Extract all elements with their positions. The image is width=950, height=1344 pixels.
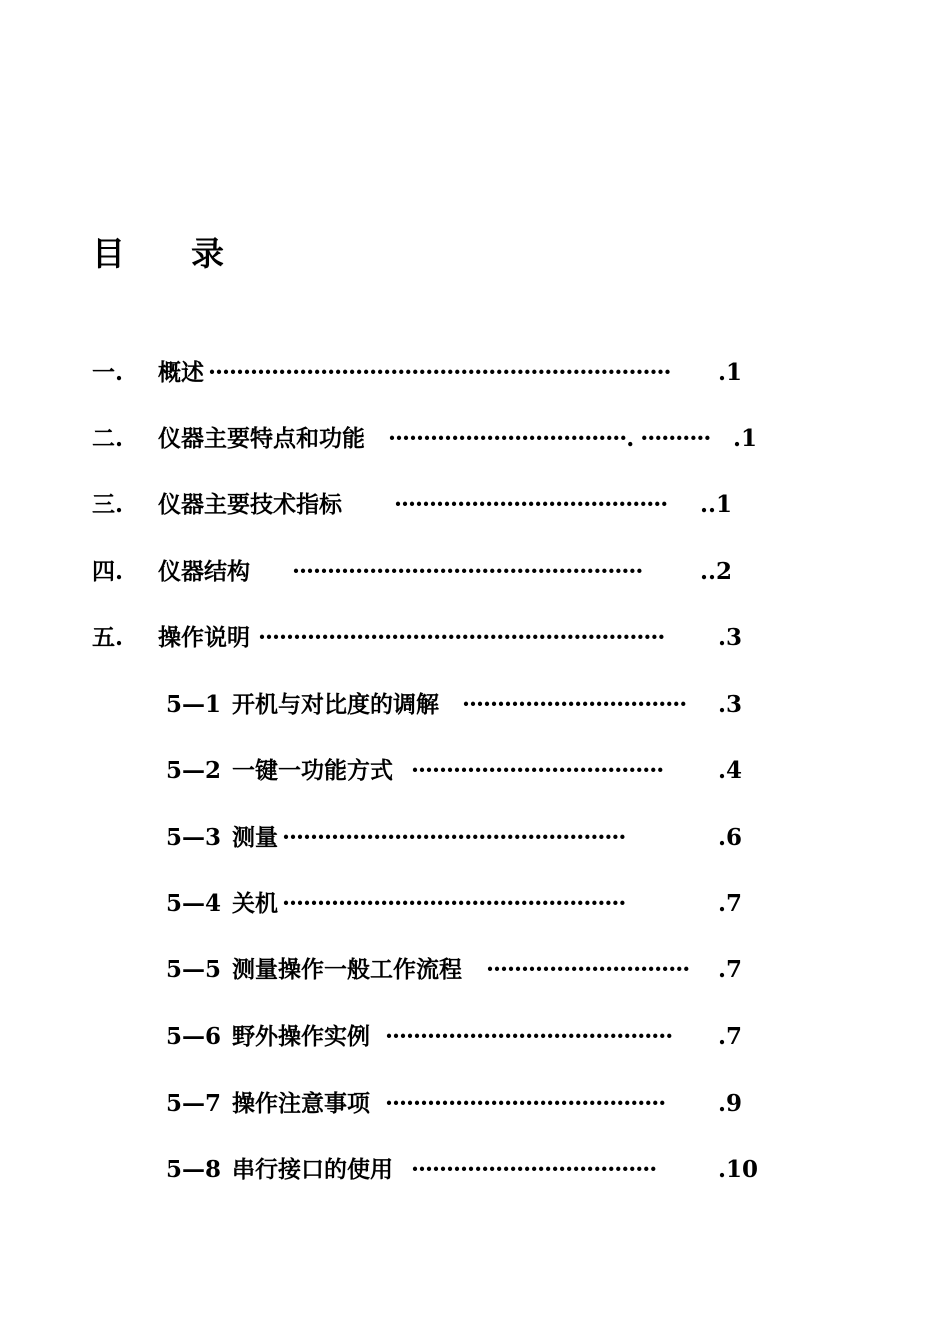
toc-title: 开机与对比度的调解 <box>232 691 439 718</box>
toc-page-number: ..2 <box>700 558 733 585</box>
toc-entry[interactable] <box>166 820 766 856</box>
toc-entry[interactable] <box>166 687 766 723</box>
toc-title: 操作说明 <box>158 624 250 651</box>
toc-title: 测量 <box>232 824 278 851</box>
toc-title: 操作注意事项 <box>232 1090 370 1117</box>
toc-leader: ·························································· <box>258 624 665 651</box>
toc-number: 五. <box>92 624 124 651</box>
toc-title: 测量操作一般工作流程 <box>232 956 462 983</box>
toc-page-number: .3 <box>718 624 743 651</box>
toc-title: 仪器主要技术指标 <box>158 491 342 518</box>
toc-number: 一. <box>92 359 124 386</box>
toc-leader: ················································· <box>282 890 626 917</box>
toc-page-number: .9 <box>718 1090 743 1117</box>
toc-page-number: .7 <box>718 890 743 917</box>
toc-entry[interactable] <box>166 886 766 922</box>
toc-page-number: .7 <box>718 1023 743 1050</box>
toc-page-number: .10 <box>718 1156 759 1183</box>
toc-entry[interactable] <box>166 1152 766 1188</box>
toc-page-number: .4 <box>718 757 743 784</box>
toc-entry[interactable] <box>166 1086 766 1122</box>
toc-leader: ················································· <box>282 824 626 851</box>
toc-entry[interactable] <box>166 1019 766 1055</box>
toc-title: 串行接口的使用 <box>232 1156 393 1183</box>
toc-entry[interactable] <box>92 487 772 523</box>
toc-page-number: ..1 <box>700 491 733 518</box>
toc-title: 仪器主要特点和功能 <box>158 425 365 452</box>
toc-entry[interactable] <box>166 753 766 789</box>
toc-number: 5—6 <box>166 1023 222 1050</box>
toc-number: 5—3 <box>166 824 222 851</box>
toc-leader: ··································. ·········· <box>388 425 711 452</box>
toc-number: 5—2 <box>166 757 222 784</box>
toc-leader: ································ <box>462 691 687 718</box>
toc-number: 二. <box>92 425 124 452</box>
toc-entry[interactable] <box>92 620 772 656</box>
toc-page-number: .6 <box>718 824 743 851</box>
toc-number: 5—7 <box>166 1090 222 1117</box>
toc-number: 三. <box>92 491 124 518</box>
toc-entry[interactable] <box>92 554 772 590</box>
toc-page-number: .7 <box>718 956 743 983</box>
toc-page-number: .3 <box>718 691 743 718</box>
toc-leader: ·································································· <box>208 359 671 386</box>
page-title: 目 录 <box>92 234 224 273</box>
toc-entry[interactable] <box>92 355 772 391</box>
toc-leader: ······································· <box>394 491 668 518</box>
toc-leader: ···································· <box>411 757 664 784</box>
toc-leader: ········································· <box>385 1023 673 1050</box>
toc-leader: ········································ <box>385 1090 666 1117</box>
toc-entry[interactable] <box>92 421 772 457</box>
toc-title: 仪器结构 <box>158 558 250 585</box>
toc-page-number: .1 <box>718 359 743 386</box>
toc-leader: ··································· <box>411 1156 657 1183</box>
toc-leader: ····························· <box>486 956 690 983</box>
toc-title: 一键一功能方式 <box>232 757 393 784</box>
toc-number: 四. <box>92 558 124 585</box>
toc-number: 5—5 <box>166 956 222 983</box>
toc-number: 5—8 <box>166 1156 222 1183</box>
toc-title: 野外操作实例 <box>232 1023 370 1050</box>
toc-title: 关机 <box>232 890 278 917</box>
toc-leader: ·················································· <box>292 558 643 585</box>
toc-title: 概述 <box>158 359 204 386</box>
toc-number: 5—4 <box>166 890 222 917</box>
toc-entry[interactable] <box>166 952 766 988</box>
toc-page-number: .1 <box>733 425 758 452</box>
toc-number: 5—1 <box>166 691 222 718</box>
